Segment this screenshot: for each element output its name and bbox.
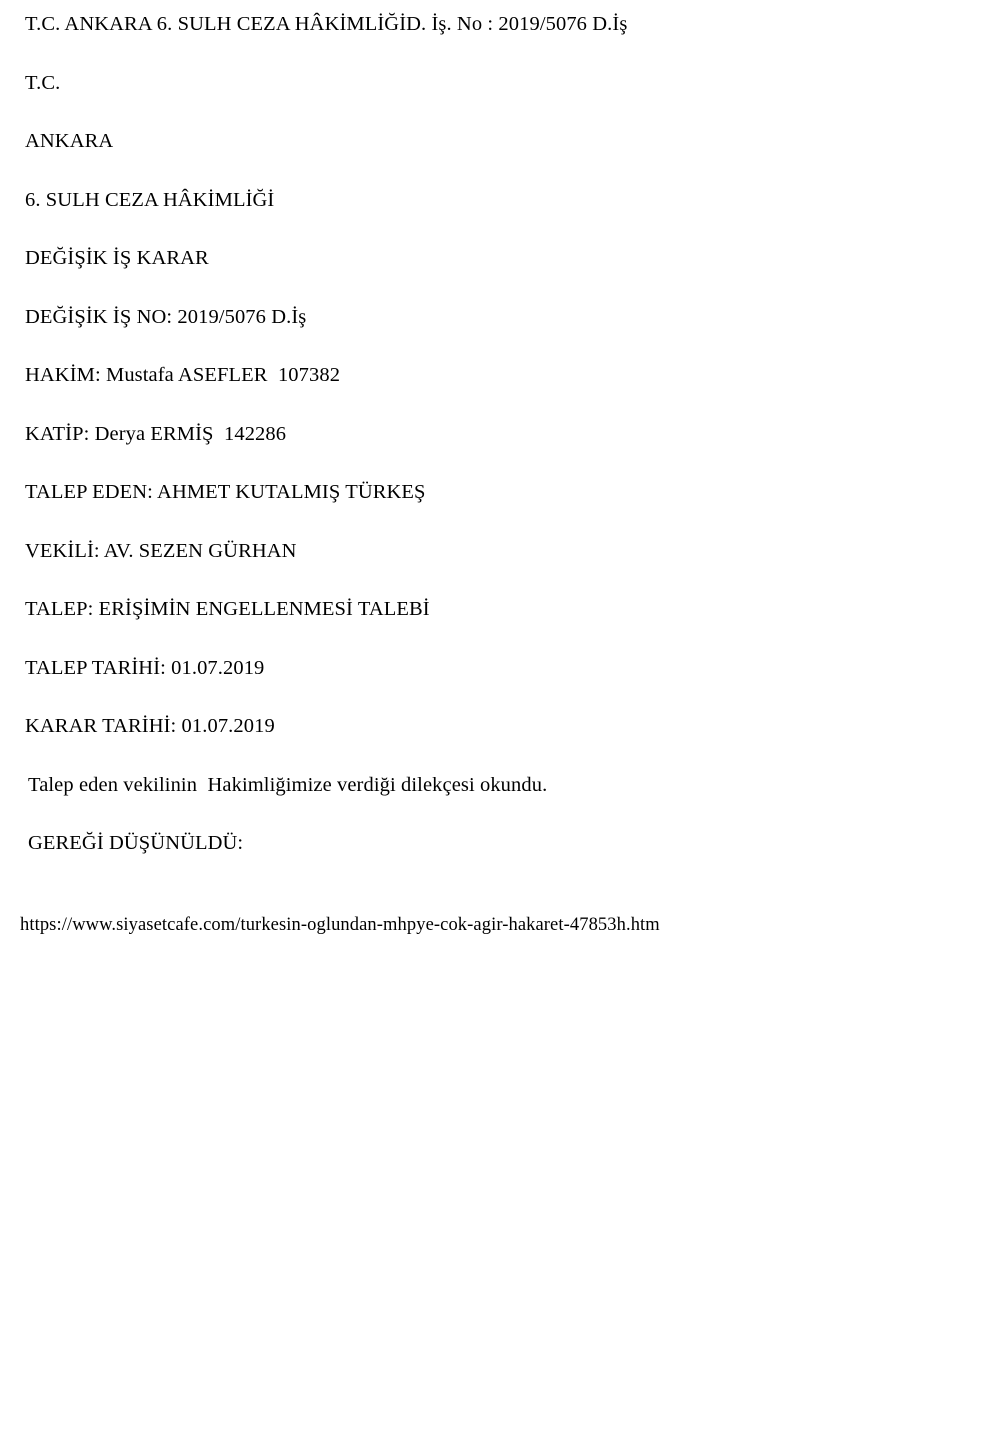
case-title: DEĞİŞİK İŞ KARAR — [25, 247, 209, 269]
request-date-line: TALEP TARİHİ: 01.07.2019 — [25, 656, 265, 679]
body-heading: GEREĞİ DÜŞÜNÜLDÜ: — [28, 832, 244, 854]
court-country-line: T.C. — [25, 71, 61, 94]
attorney-line: VEKİLİ: AV. SEZEN GÜRHAN — [25, 539, 297, 562]
case-number: DEĞİŞİK İŞ NO: 2019/5076 D.İş — [25, 305, 307, 328]
body-paragraph: Talep eden vekilinin Hakimliğimize verdiği dilekçesi okundu. — [28, 773, 548, 796]
court-city-line: ANKARA — [25, 130, 114, 152]
decision-date-line: KARAR TARİHİ: 01.07.2019 — [25, 715, 275, 737]
blocked-url: https://www.siyasetcafe.com/turkesin-oglundan-mhpye-cok-agir-hakaret-47853h.htm — [20, 914, 660, 935]
clerk-line: KATİP: Derya ERMİŞ 142286 — [25, 422, 287, 445]
judge-line: HAKİM: Mustafa ASEFLER 107382 — [25, 364, 341, 386]
document-header: T.C. ANKARA 6. SULH CEZA HÂKİMLİĞİD. İş. No : 2019/5076 D.İş — [25, 13, 628, 35]
court-name-line: 6. SULH CEZA HÂKİMLİĞİ — [25, 188, 275, 211]
request-subject-line: TALEP: ERİŞİMİN ENGELLENMESİ TALEBİ — [25, 598, 430, 620]
applicant-line: TALEP EDEN: AHMET KUTALMIŞ TÜRKEŞ — [25, 481, 426, 503]
